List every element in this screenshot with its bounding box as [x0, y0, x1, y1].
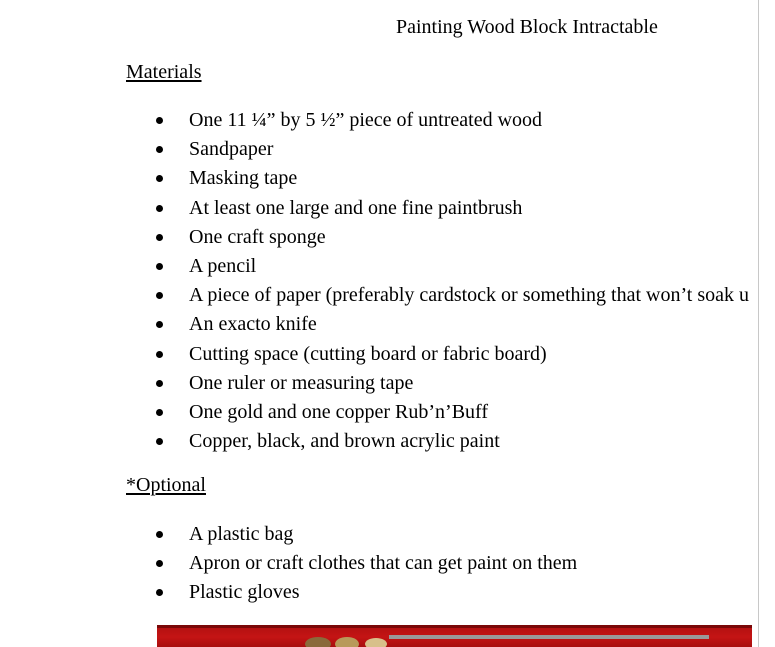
bullet-icon	[156, 531, 163, 538]
bullet-icon	[156, 380, 163, 387]
bullet-icon	[156, 409, 163, 416]
document-title: Painting Wood Block Intractable	[396, 16, 658, 38]
list-item-text: One ruler or measuring tape	[189, 371, 414, 394]
list-item-text: Apron or craft clothes that can get paint on them	[189, 552, 578, 575]
photo-detail	[365, 638, 387, 647]
list-item-text: One craft sponge	[189, 225, 326, 248]
bullet-icon	[156, 292, 163, 299]
bullet-icon	[156, 146, 163, 153]
bullet-icon	[156, 321, 163, 328]
list-item-text: At least one large and one fine paintbrush	[189, 196, 523, 219]
photo-shadow	[157, 625, 752, 628]
list-item-text: Cutting space (cutting board or fabric board)	[189, 342, 547, 365]
list-item-text: Plastic gloves	[189, 581, 300, 604]
optional-heading: *Optional	[126, 474, 206, 496]
list-item-text: An exacto knife	[189, 313, 317, 336]
photo-detail	[305, 637, 331, 647]
list-item-text: A piece of paper (preferably cardstock or something that won’t soak u	[189, 284, 749, 307]
photo-detail	[335, 637, 359, 647]
bullet-icon	[156, 351, 163, 358]
list-item-text: A pencil	[189, 254, 257, 277]
bullet-icon	[156, 560, 163, 567]
page-edge-divider	[758, 0, 759, 647]
bullet-icon	[156, 263, 163, 270]
bullet-icon	[156, 438, 163, 445]
bullet-icon	[156, 234, 163, 241]
list-item-text: Copper, black, and brown acrylic paint	[189, 430, 500, 453]
list-item-text: A plastic bag	[189, 523, 294, 545]
list-item-text: Masking tape	[189, 167, 298, 190]
list-item-text: One gold and one copper Rub’n’Buff	[189, 400, 489, 423]
photo-detail	[389, 635, 709, 639]
materials-photo	[157, 625, 752, 647]
list-item-text: One 11 ¼” by 5 ½” piece of untreated wood	[189, 109, 543, 131]
bullet-icon	[156, 117, 163, 124]
bullet-icon	[156, 175, 163, 182]
list-item-text: Sandpaper	[189, 138, 274, 161]
materials-heading: Materials	[126, 61, 202, 83]
bullet-icon	[156, 589, 163, 596]
bullet-icon	[156, 205, 163, 212]
